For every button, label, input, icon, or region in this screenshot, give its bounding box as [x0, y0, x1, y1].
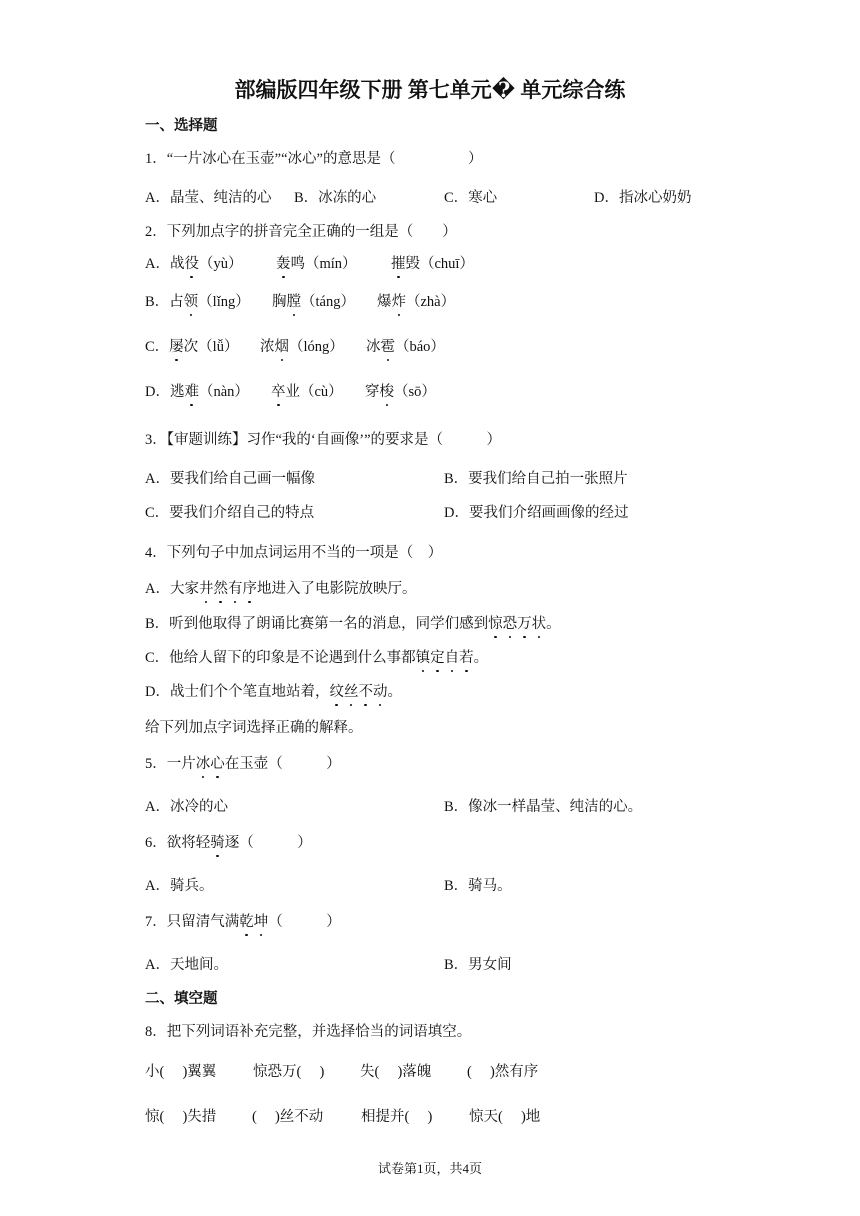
dotted-char: 自 [445, 646, 460, 667]
pinyin: （cù） [300, 384, 343, 400]
char: 占 [169, 294, 184, 310]
question-4-option-b [145, 612, 561, 633]
question-4-stem: 4．下列句子中加点词运用不当的一项是（ ） [145, 545, 443, 561]
question-8-stem: 8．把下列词语补充完整，并选择恰当的词语填空。 [145, 1024, 472, 1040]
question-2-stem: 2．下列加点字的拼音完全正确的一组是（ ） [145, 224, 457, 240]
pinyin: （chuī） [420, 256, 474, 272]
question-2-option-b [145, 290, 250, 311]
question-2-option-c [145, 335, 238, 356]
dotted-char: 烟 [275, 335, 290, 356]
question-6-option-a: A．骑兵。 [145, 878, 214, 894]
char: 浓 [260, 339, 275, 355]
pinyin: （yù） [198, 256, 243, 272]
dotted-char: 轰 [276, 252, 291, 273]
dotted-char: 有 [228, 577, 243, 598]
question-7-stem [145, 910, 341, 931]
dotted-char: 心 [210, 752, 225, 773]
pinyin: （mín） [305, 256, 357, 272]
option-prefix: D． [145, 384, 170, 400]
question-6-option-b: B．骑马。 [444, 878, 512, 894]
dotted-char: 役 [184, 252, 199, 273]
question-1-option-d: D．指冰心奶奶 [594, 190, 692, 206]
question-2-option-a [145, 252, 242, 273]
char: 冰 [366, 339, 381, 355]
fill-blank-word: 相提并( ) [361, 1109, 433, 1125]
dotted-char: 膛 [287, 290, 302, 311]
dotted-char: 屡 [169, 335, 184, 356]
question-2-option-b-word-3 [377, 290, 455, 311]
question-2-option-a-word-2 [276, 252, 357, 273]
dotted-char: 炸 [392, 290, 407, 311]
text: B．听到他取得了朗诵比赛第一名的消息，同学们感到 [145, 616, 489, 632]
dotted-char: 坤 [254, 910, 269, 931]
fill-blank-word: 惊恐万( ) [253, 1064, 325, 1080]
question-2-option-b-word-2 [272, 290, 355, 311]
dotted-char: 状 [532, 612, 547, 633]
question-3-option-c: C．要我们介绍自己的特点 [145, 505, 315, 521]
question-1-option-c: C．寒心 [444, 190, 498, 206]
pinyin: （lǚ） [198, 339, 239, 355]
question-5-option-b: B．像冰一样晶莹、纯洁的心。 [444, 799, 643, 815]
section-heading-fill: 二、填空题 [145, 991, 218, 1007]
char: 毁 [405, 256, 420, 272]
question-3-stem: 3．【审题训练】习作“我的‘自画像’”的要求是（ ） [145, 432, 502, 448]
dotted-char: 冰 [196, 752, 211, 773]
question-5-option-a: A．冰冷的心 [145, 799, 228, 815]
dotted-char: 卒 [271, 380, 286, 401]
question-2-option-c-word-2 [260, 335, 344, 356]
dotted-char: 梭 [380, 380, 395, 401]
char: 鸣 [290, 256, 305, 272]
char: 次 [183, 339, 199, 355]
text: 。 [387, 684, 402, 700]
question-5-stem [145, 752, 341, 773]
text: A．大家 [145, 581, 199, 597]
pinyin: （báo） [395, 339, 445, 355]
question-1-option-a: A．晶莹、纯洁的心 [145, 190, 272, 206]
char: 战 [169, 256, 185, 272]
char: 爆 [377, 294, 392, 310]
page-footer: 试卷第1页，共4页 [377, 1161, 482, 1176]
option-prefix: C． [145, 339, 170, 355]
dotted-char: 难 [184, 380, 199, 401]
question-7-option-a: A．天地间。 [145, 957, 228, 973]
char: 穿 [365, 384, 380, 400]
question-4-option-c [145, 646, 488, 667]
text: （ ） [268, 914, 341, 930]
question-2-option-d-word-3 [365, 380, 436, 401]
text: 在玉壶（ ） [224, 756, 341, 772]
option-prefix: B． [145, 294, 170, 310]
char: 业 [285, 384, 300, 400]
question-3-option-b: B．要我们给自己拍一张照片 [444, 471, 628, 487]
instruction-text: 给下列加点字词选择正确的解释。 [145, 720, 363, 736]
dotted-char: 定 [430, 646, 445, 667]
pinyin: （lóng） [289, 339, 344, 355]
fill-blank-word: 惊天( )地 [469, 1109, 541, 1125]
question-1-option-b: B．冰冻的心 [294, 190, 377, 206]
fill-blank-word: 小( )翼翼 [145, 1064, 217, 1080]
text: 地进入了电影院放映厅。 [256, 581, 417, 597]
text: C．他给人留下的印象是不论遇到什么事都 [145, 650, 416, 666]
dotted-char: 摧 [391, 252, 406, 273]
dotted-char: 序 [242, 577, 257, 598]
text: D．战士们个个笔直地站着， [145, 684, 330, 700]
pinyin: （táng） [301, 294, 355, 310]
char: 逃 [169, 384, 185, 400]
pinyin: （lǐng） [198, 294, 250, 310]
dotted-char: 恐 [503, 612, 518, 633]
question-2-option-c-word-3 [366, 335, 445, 356]
page-title: 部编版四年级下册 第七单元� 单元综合练 [234, 78, 626, 102]
question-4-option-d [145, 680, 402, 701]
text: 逐（ ） [224, 835, 312, 851]
question-4-option-a [145, 577, 416, 598]
dotted-char: 领 [184, 290, 199, 311]
question-2-option-a-word-3 [391, 252, 474, 273]
dotted-char: 动 [373, 680, 388, 701]
question-2-option-d [145, 380, 249, 401]
dotted-char: 惊 [488, 612, 503, 633]
option-prefix: A． [145, 256, 170, 272]
dotted-char: 纹 [329, 680, 344, 701]
dotted-char: 然 [213, 577, 228, 598]
pinyin: （sō） [394, 384, 436, 400]
question-6-stem [145, 831, 312, 852]
fill-blank-word: 惊( )失措 [145, 1109, 217, 1125]
dotted-char: 雹 [381, 335, 396, 356]
fill-blank-word: ( )丝不动 [252, 1109, 324, 1125]
fill-blank-word: 失( )落魄 [360, 1064, 432, 1080]
question-7-option-b: B．男女间 [444, 957, 512, 973]
dotted-char: 若 [459, 646, 474, 667]
question-1-stem: 1．“一片冰心在玉壶”“冰心”的意思是（ ） [145, 151, 483, 167]
question-3-option-a: A．要我们给自己画一幅像 [145, 471, 315, 487]
dotted-char: 丝 [344, 680, 359, 701]
fill-blank-word: ( )然有序 [467, 1064, 539, 1080]
dotted-char: 不 [358, 680, 373, 701]
dotted-char: 井 [199, 577, 214, 598]
char: 胸 [272, 294, 287, 310]
question-3-option-d: D．要我们介绍画画像的经过 [444, 505, 629, 521]
pinyin: （zhà） [406, 294, 456, 310]
text: 。 [473, 650, 489, 666]
text: 7．只留清气满 [145, 914, 240, 930]
dotted-char: 万 [517, 612, 532, 633]
section-heading-choice: 一、选择题 [145, 118, 218, 134]
dotted-char: 镇 [416, 646, 431, 667]
pinyin: （nàn） [198, 384, 249, 400]
dotted-char: 骑 [210, 831, 225, 852]
question-2-option-d-word-2 [271, 380, 343, 401]
text: 6．欲将轻 [145, 835, 211, 851]
text: 。 [546, 616, 561, 632]
dotted-char: 乾 [239, 910, 254, 931]
text: 5．一片 [145, 756, 196, 772]
